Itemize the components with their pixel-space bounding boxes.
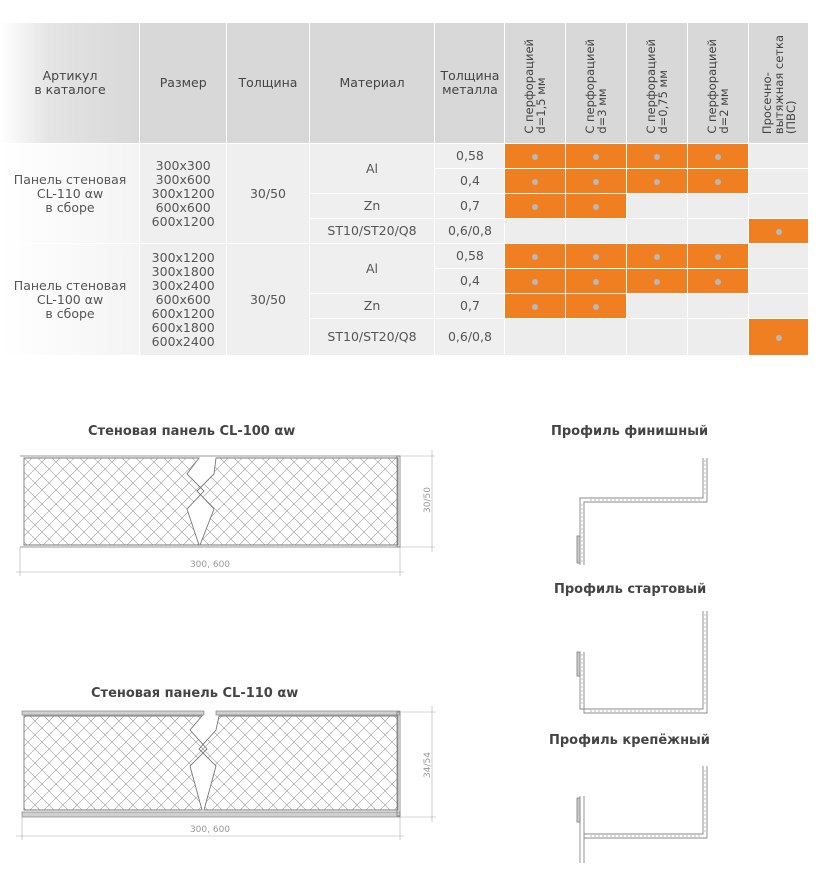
- material-cell: Al: [310, 144, 435, 193]
- metal-thickness-cell: 0,7: [435, 294, 504, 318]
- material-cell: Zn: [310, 294, 435, 318]
- header-perforation-2: С перфорацией d=2 мм: [688, 23, 748, 143]
- header-perforation-0-75: С перфорацией d=0,75 мм: [627, 23, 687, 143]
- profile-mount-title: Профиль крепёжный: [549, 733, 710, 748]
- profile-finish-title: Профиль финишный: [551, 424, 709, 439]
- metal-thickness-cell: 0,4: [435, 169, 504, 193]
- material-cell: Al: [310, 244, 435, 293]
- header-mesh: Просечно- вытяжная сетка (ПВС): [749, 23, 808, 143]
- metal-thickness-cell: 0,58: [435, 244, 504, 268]
- header-perforation-1-5: С перфорацией d=1,5 мм: [505, 23, 565, 143]
- metal-thickness-cell: 0,4: [435, 269, 504, 293]
- metal-thickness-cell: 0,6/0,8: [435, 319, 504, 355]
- panel-cl100-drawing: [16, 450, 435, 576]
- panel-cl100-width-label: 300, 600: [189, 560, 231, 570]
- product-sizes: 300x300 300x600 300x1200 600x600 600x1200: [140, 144, 226, 243]
- header-metal-thickness: Толщина металла: [435, 23, 504, 143]
- panel-cl100-height-label: 30/50: [423, 487, 433, 513]
- header-thickness: Толщина: [227, 23, 308, 143]
- material-cell: ST10/ST20/Q8: [310, 219, 435, 243]
- product-name-cl100: Панель стеновая CL-100 αw в сборе: [1, 244, 139, 355]
- panel-cl110-drawing: [16, 706, 436, 840]
- header-perforation-3: С перфорацией d=3 мм: [566, 23, 626, 143]
- metal-thickness-cell: 0,6/0,8: [435, 219, 504, 243]
- profile-start-drawing: [577, 611, 707, 713]
- header-article: Артикул в каталоге: [1, 23, 139, 143]
- metal-thickness-cell: 0,7: [435, 194, 504, 218]
- product-thickness: 30/50: [227, 144, 308, 243]
- header-size: Размер: [140, 23, 226, 143]
- panel-cl100-title: Стеновая панель CL-100 αw: [88, 424, 296, 439]
- profile-start-title: Профиль стартовый: [554, 582, 707, 597]
- material-cell: Zn: [310, 194, 435, 218]
- panel-cl110-title: Стеновая панель CL-110 αw: [91, 686, 299, 701]
- header-material: Материал: [310, 23, 435, 143]
- material-cell: ST10/ST20/Q8: [310, 319, 435, 355]
- panel-cl110-height-label: 34/54: [423, 752, 433, 778]
- metal-thickness-cell: 0,58: [435, 144, 504, 168]
- product-sizes: 300x1200 300x1800 300x2400 600x600 600x1200 600x1800 600x2400: [140, 244, 226, 355]
- product-thickness: 30/50: [227, 244, 308, 355]
- profile-finish-drawing: [577, 458, 707, 565]
- panel-cl110-width-label: 300, 600: [189, 825, 231, 835]
- product-name-cl110: Панель стеновая CL-110 αw в сборе: [1, 144, 139, 243]
- profile-mount-drawing: [577, 766, 707, 863]
